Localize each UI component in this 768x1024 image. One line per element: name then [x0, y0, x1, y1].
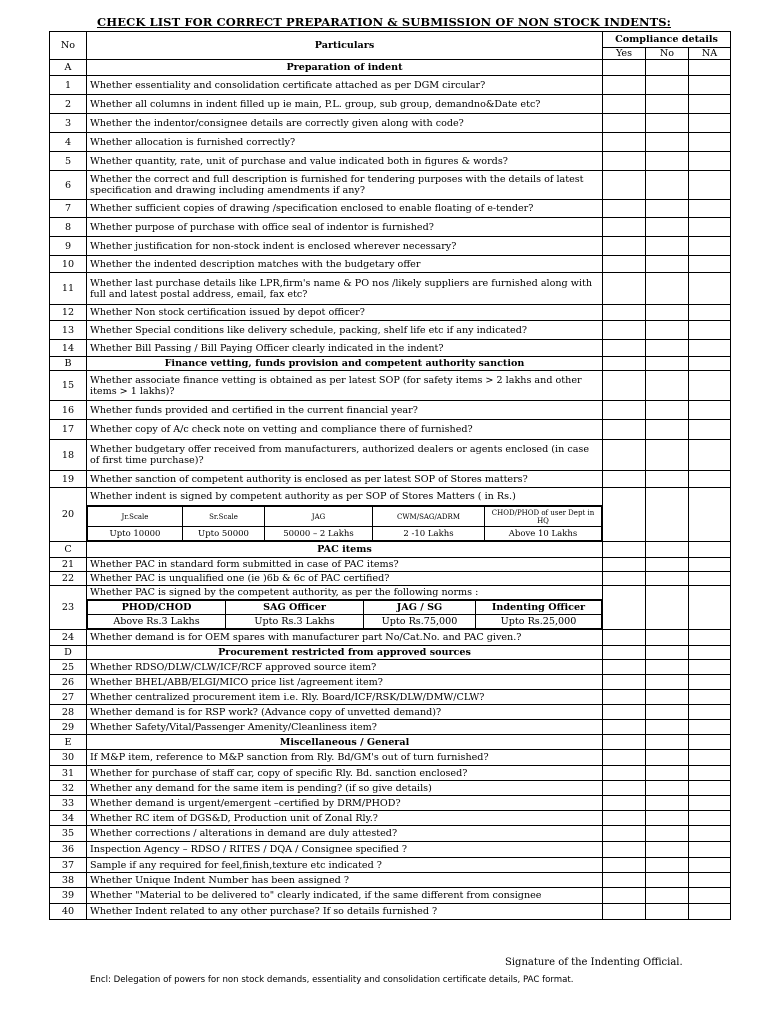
na-cell[interactable]	[689, 273, 731, 305]
checklist-row	[50, 842, 731, 858]
item-number: 2	[50, 95, 87, 114]
no-cell[interactable]	[646, 796, 689, 811]
checklist-row	[50, 586, 731, 600]
no-cell[interactable]	[646, 218, 689, 237]
checklist-row	[50, 558, 731, 572]
no-cell[interactable]	[646, 114, 689, 133]
na-cell[interactable]	[689, 133, 731, 152]
checklist-row	[50, 690, 731, 705]
yes-cell[interactable]	[603, 305, 646, 321]
item-number: 21	[50, 558, 87, 572]
checklist-row	[50, 133, 731, 152]
item-number: 25	[50, 660, 87, 675]
yes-cell[interactable]	[603, 114, 646, 133]
yes-cell[interactable]	[603, 133, 646, 152]
no-cell[interactable]	[646, 720, 689, 735]
item-number: 36	[50, 842, 87, 858]
section-letter: B	[50, 357, 87, 371]
item-text: Whether Bill Passing / Bill Paying Officer clearly indicated in the indent?	[87, 340, 603, 357]
na-cell[interactable]	[689, 572, 731, 586]
na-cell[interactable]	[689, 796, 731, 811]
item-text: Whether PAC in standard form submitted in case of PAC items?	[87, 558, 603, 572]
section-row	[50, 357, 731, 371]
item-number: 32	[50, 781, 87, 796]
sop-value: Above 10 Lakhs	[485, 527, 602, 541]
na-cell[interactable]	[689, 200, 731, 218]
item-text: Whether RDSO/DLW/CLW/ICF/RCF approved source item?	[87, 660, 603, 675]
sop-header: Sr.Scale	[183, 507, 265, 527]
no-cell[interactable]	[646, 340, 689, 357]
no-cell[interactable]	[646, 690, 689, 705]
item-text: Whether for purchase of staff car, copy of specific Rly. Bd. sanction enclosed?	[87, 766, 603, 781]
yes-cell[interactable]	[603, 171, 646, 200]
checklist-row	[50, 76, 731, 95]
no-cell[interactable]	[646, 705, 689, 720]
na-cell[interactable]	[689, 218, 731, 237]
no-cell[interactable]	[646, 95, 689, 114]
yes-cell[interactable]	[603, 720, 646, 735]
yes-cell[interactable]	[603, 766, 646, 781]
checklist-row	[50, 152, 731, 171]
checklist-row	[50, 171, 731, 200]
no-cell[interactable]	[646, 586, 689, 630]
na-cell[interactable]	[689, 440, 731, 471]
section-row	[50, 646, 731, 660]
header-row	[50, 32, 731, 48]
pac-header: SAG Officer	[226, 601, 364, 615]
no-header: No	[50, 32, 87, 60]
section-letter: C	[50, 542, 87, 558]
item-number: 10	[50, 256, 87, 273]
item-text: Whether essentiality and consolidation certificate attached as per DGM circular?	[87, 76, 603, 95]
page-title: CHECK LIST FOR CORRECT PREPARATION & SUBMISSION OF NON STOCK INDENTS:	[96, 15, 672, 29]
na-cell[interactable]	[689, 826, 731, 842]
yes-cell[interactable]	[603, 420, 646, 440]
enclosure-note: Encl: Delegation of powers for non stock demands, essentiality and consolidation certificate details, PAC format.	[90, 975, 574, 985]
checklist-row	[50, 750, 731, 766]
na-cell[interactable]	[689, 488, 731, 542]
item-text: Whether sufficient copies of drawing /specification enclosed to enable floating of e-tender?	[87, 200, 603, 218]
no-cell[interactable]	[646, 766, 689, 781]
yes-cell[interactable]	[603, 340, 646, 357]
no-cell[interactable]	[646, 630, 689, 646]
particulars-header: Particulars	[87, 32, 603, 60]
signature-line: Signature of the Indenting Official.	[505, 957, 683, 968]
item-text: Whether demand is for RSP work? (Advance copy of unvetted demand)?	[87, 705, 603, 720]
yes-cell[interactable]	[603, 750, 646, 766]
item-number: 27	[50, 690, 87, 705]
pac-value: Upto Rs.75,000	[364, 615, 476, 629]
item-number: 18	[50, 440, 87, 471]
item-number: 14	[50, 340, 87, 357]
item-number: 3	[50, 114, 87, 133]
yes-cell[interactable]	[603, 888, 646, 904]
na-cell[interactable]	[689, 305, 731, 321]
no-cell[interactable]	[646, 811, 689, 826]
na-cell[interactable]	[689, 904, 731, 920]
item-text: Whether corrections / alterations in demand are duly attested?	[87, 826, 603, 842]
section-title: Preparation of indent	[87, 60, 603, 76]
na-cell[interactable]	[689, 152, 731, 171]
item-number: 38	[50, 873, 87, 888]
sop-header: CHOD/PHOD of user Dept in HQ	[485, 507, 602, 527]
yes-cell[interactable]	[603, 152, 646, 171]
item-number: 33	[50, 796, 87, 811]
na-cell[interactable]	[689, 471, 731, 488]
no-cell[interactable]	[646, 888, 689, 904]
yes-cell[interactable]	[603, 675, 646, 690]
yes-cell[interactable]	[603, 471, 646, 488]
item-number: 11	[50, 273, 87, 305]
checklist-row	[50, 256, 731, 273]
checklist-row	[50, 811, 731, 826]
item-text: Whether the indented description matches with the budgetary offer	[87, 256, 603, 273]
no-cell[interactable]	[646, 401, 689, 420]
yes-cell[interactable]	[603, 796, 646, 811]
na-cell[interactable]	[689, 720, 731, 735]
checklist-row	[50, 305, 731, 321]
section-letter: D	[50, 646, 87, 660]
item-number: 13	[50, 321, 87, 340]
sop-header: Jr.Scale	[88, 507, 183, 527]
item-text: Whether PAC is signed by the competent authority, as per the following norms :	[87, 586, 603, 600]
item-text: Whether RC item of DGS&D, Production unit of Zonal Rly.?	[87, 811, 603, 826]
na-cell[interactable]	[689, 371, 731, 401]
no-cell[interactable]	[646, 273, 689, 305]
yes-cell[interactable]	[603, 705, 646, 720]
pac-header: PHOD/CHOD	[88, 601, 226, 615]
item-number: 12	[50, 305, 87, 321]
item-text: Whether centralized procurement item i.e. Rly. Board/ICF/RSK/DLW/DMW/CLW?	[87, 690, 603, 705]
no-cell[interactable]	[646, 256, 689, 273]
checklist-row	[50, 471, 731, 488]
yes-cell[interactable]	[603, 440, 646, 471]
pac-authority-table	[87, 600, 602, 629]
item-number: 9	[50, 237, 87, 256]
no-cell[interactable]	[646, 873, 689, 888]
item-number: 19	[50, 471, 87, 488]
checklist-row	[50, 95, 731, 114]
na-cell[interactable]	[689, 630, 731, 646]
item-number: 34	[50, 811, 87, 826]
no-cell[interactable]	[646, 171, 689, 200]
item-number: 39	[50, 888, 87, 904]
checklist-row	[50, 660, 731, 675]
pac-header: JAG / SG	[364, 601, 476, 615]
no-cell[interactable]	[646, 321, 689, 340]
item-number: 6	[50, 171, 87, 200]
checklist-row	[50, 904, 731, 920]
na-cell[interactable]	[689, 321, 731, 340]
no-cell[interactable]	[646, 471, 689, 488]
na-cell[interactable]	[689, 237, 731, 256]
na-cell[interactable]	[689, 766, 731, 781]
yes-cell[interactable]	[603, 218, 646, 237]
no-cell[interactable]	[646, 558, 689, 572]
pac-value: Upto Rs.3 Lakhs	[226, 615, 364, 629]
yes-cell[interactable]	[603, 781, 646, 796]
yes-cell[interactable]	[603, 76, 646, 95]
yes-cell[interactable]	[603, 200, 646, 218]
no-cell[interactable]	[646, 305, 689, 321]
checklist-row	[50, 321, 731, 340]
checklist-row	[50, 488, 731, 506]
section-title: PAC items	[87, 542, 603, 558]
item-number: 16	[50, 401, 87, 420]
no-cell[interactable]	[646, 440, 689, 471]
checklist-row	[50, 420, 731, 440]
yes-cell[interactable]	[603, 95, 646, 114]
item-text: Whether demand is urgent/emergent –certified by DRM/PHOD?	[87, 796, 603, 811]
item-number: 29	[50, 720, 87, 735]
no-cell[interactable]	[646, 76, 689, 95]
checklist-row	[50, 114, 731, 133]
yes-cell[interactable]	[603, 371, 646, 401]
item-number: 37	[50, 858, 87, 873]
item-text: Whether Special conditions like delivery schedule, packing, shelf life etc if any indicated?	[87, 321, 603, 340]
no-cell[interactable]	[646, 904, 689, 920]
item-text: Whether quantity, rate, unit of purchase and value indicated both in figures & words?	[87, 152, 603, 171]
na-cell[interactable]	[689, 781, 731, 796]
item-text: Whether purpose of purchase with office seal of indentor is furnished?	[87, 218, 603, 237]
item-number: 20	[50, 488, 87, 542]
item-text: Inspection Agency – RDSO / RITES / DQA / Consignee specified ?	[87, 842, 603, 858]
yes-cell[interactable]	[603, 858, 646, 873]
item-text: Whether budgetary offer received from manufacturers, authorized dealers or agents enclosed (in case of first time purchase)?	[87, 440, 603, 471]
item-number: 24	[50, 630, 87, 646]
item-text: Whether the correct and full description is furnished for tendering purposes with the details of latest specification and drawing including amendments if any?	[87, 171, 603, 200]
yes-cell[interactable]	[603, 630, 646, 646]
item-number: 23	[50, 586, 87, 630]
item-text: Sample if any required for feel,finish,texture etc indicated ?	[87, 858, 603, 873]
checklist-row	[50, 237, 731, 256]
no-cell[interactable]	[646, 152, 689, 171]
no-cell[interactable]	[646, 200, 689, 218]
checklist-row	[50, 572, 731, 586]
checklist-row	[50, 200, 731, 218]
checklist-row	[50, 273, 731, 305]
item-number: 5	[50, 152, 87, 171]
checklist-row	[50, 705, 731, 720]
na-cell[interactable]	[689, 750, 731, 766]
checklist-row	[50, 630, 731, 646]
checklist-row	[50, 781, 731, 796]
yes-cell[interactable]	[603, 660, 646, 675]
compliance-header: Compliance details	[603, 32, 731, 48]
na-cell[interactable]	[689, 888, 731, 904]
section-letter: A	[50, 60, 87, 76]
checklist-row	[50, 796, 731, 811]
checklist-row	[50, 766, 731, 781]
section-title: Procurement restricted from approved sources	[87, 646, 603, 660]
no-cell[interactable]	[646, 858, 689, 873]
item-text: Whether Safety/Vital/Passenger Amenity/Cleanliness item?	[87, 720, 603, 735]
item-number: 35	[50, 826, 87, 842]
na-cell[interactable]	[689, 675, 731, 690]
checklist-table	[49, 31, 731, 920]
no-cell[interactable]	[646, 420, 689, 440]
item-number: 31	[50, 766, 87, 781]
item-text: Whether "Material to be delivered to" clearly indicated, if the same different from consignee	[87, 888, 603, 904]
item-text: Whether Unique Indent Number has been assigned ?	[87, 873, 603, 888]
checklist-row	[50, 826, 731, 842]
yes-cell[interactable]	[603, 826, 646, 842]
yes-cell[interactable]	[603, 690, 646, 705]
no-cell[interactable]	[646, 675, 689, 690]
na-cell[interactable]	[689, 811, 731, 826]
item-number: 7	[50, 200, 87, 218]
sop-header: CWM/SAG/ADRM	[373, 507, 485, 527]
na-cell[interactable]	[689, 873, 731, 888]
yes-cell[interactable]	[603, 842, 646, 858]
pac-value: Above Rs.3 Lakhs	[88, 615, 226, 629]
no-cell[interactable]	[646, 781, 689, 796]
sop-value: 50000 – 2 Lakhs	[265, 527, 373, 541]
checklist-row	[50, 440, 731, 471]
section-title: Finance vetting, funds provision and competent authority sanction	[87, 357, 603, 371]
yes-cell[interactable]	[603, 237, 646, 256]
na-cell[interactable]	[689, 705, 731, 720]
pac-value: Upto Rs.25,000	[476, 615, 602, 629]
na-cell[interactable]	[689, 76, 731, 95]
na-cell[interactable]	[689, 586, 731, 630]
section-row	[50, 735, 731, 750]
yes-header: Yes	[603, 48, 646, 60]
checklist-row	[50, 873, 731, 888]
yes-cell[interactable]	[603, 572, 646, 586]
section-letter: E	[50, 735, 87, 750]
item-number: 8	[50, 218, 87, 237]
checklist-row	[50, 218, 731, 237]
item-text: If M&P item, reference to M&P sanction from Rly. Bd/GM's out of turn furnished?	[87, 750, 603, 766]
sop-value: 2 -10 Lakhs	[373, 527, 485, 541]
na-cell[interactable]	[689, 420, 731, 440]
yes-cell[interactable]	[603, 256, 646, 273]
na-cell[interactable]	[689, 256, 731, 273]
checklist-row	[50, 675, 731, 690]
checklist-row	[50, 720, 731, 735]
yes-cell[interactable]	[603, 273, 646, 305]
item-text: Whether sanction of competent authority is enclosed as per latest SOP of Stores matters?	[87, 471, 603, 488]
no-col-header: No	[646, 48, 689, 60]
item-number: 40	[50, 904, 87, 920]
yes-cell[interactable]	[603, 904, 646, 920]
item-text: Whether all columns in indent filled up ie main, P.L. group, sub group, demandno&Date etc?	[87, 95, 603, 114]
no-cell[interactable]	[646, 237, 689, 256]
item-text: Whether PAC is unqualified one (ie )6b & 6c of PAC certified?	[87, 572, 603, 586]
yes-cell[interactable]	[603, 811, 646, 826]
item-text: Whether Indent related to any other purchase? If so details furnished ?	[87, 904, 603, 920]
checklist-row	[50, 340, 731, 357]
item-number: 30	[50, 750, 87, 766]
na-cell[interactable]	[689, 660, 731, 675]
no-cell[interactable]	[646, 842, 689, 858]
item-number: 28	[50, 705, 87, 720]
yes-cell[interactable]	[603, 321, 646, 340]
item-text: Whether BHEL/ABB/ELGI/MICO price list /agreement item?	[87, 675, 603, 690]
yes-cell[interactable]	[603, 586, 646, 630]
pac-header: Indenting Officer	[476, 601, 602, 615]
item-number: 26	[50, 675, 87, 690]
item-text: Whether funds provided and certified in the current financial year?	[87, 401, 603, 420]
checklist-row	[50, 888, 731, 904]
item-text: Whether associate finance vetting is obtained as per latest SOP (for safety items > 2 lakhs and other items > 1 lakhs)?	[87, 371, 603, 401]
no-cell[interactable]	[646, 750, 689, 766]
yes-cell[interactable]	[603, 488, 646, 542]
item-text: Whether allocation is furnished correctly?	[87, 133, 603, 152]
item-text: Whether Non stock certification issued by depot officer?	[87, 305, 603, 321]
na-cell[interactable]	[689, 340, 731, 357]
item-number: 1	[50, 76, 87, 95]
sop-authority-table	[87, 506, 602, 541]
sop-value: Upto 10000	[88, 527, 183, 541]
no-cell[interactable]	[646, 572, 689, 586]
sop-value: Upto 50000	[183, 527, 265, 541]
na-cell[interactable]	[689, 858, 731, 873]
yes-cell[interactable]	[603, 873, 646, 888]
no-cell[interactable]	[646, 133, 689, 152]
item-number: 17	[50, 420, 87, 440]
sop-header: JAG	[265, 507, 373, 527]
section-row	[50, 60, 731, 76]
item-text: Whether any demand for the same item is pending? (if so give details)	[87, 781, 603, 796]
item-text: Whether demand is for OEM spares with manufacturer part No/Cat.No. and PAC given.?	[87, 630, 603, 646]
na-cell[interactable]	[689, 401, 731, 420]
yes-cell[interactable]	[603, 558, 646, 572]
na-cell[interactable]	[689, 690, 731, 705]
yes-cell[interactable]	[603, 401, 646, 420]
no-cell[interactable]	[646, 371, 689, 401]
na-cell[interactable]	[689, 114, 731, 133]
no-cell[interactable]	[646, 826, 689, 842]
checklist-row	[50, 858, 731, 873]
section-row	[50, 542, 731, 558]
no-cell[interactable]	[646, 488, 689, 542]
na-header: NA	[689, 48, 731, 60]
na-cell[interactable]	[689, 558, 731, 572]
checklist-row	[50, 371, 731, 401]
item-number: 4	[50, 133, 87, 152]
na-cell[interactable]	[689, 171, 731, 200]
item-text: Whether indent is signed by competent authority as per SOP of Stores Matters ( in Rs.)	[87, 488, 603, 506]
checklist-row	[50, 401, 731, 420]
item-number: 22	[50, 572, 87, 586]
na-cell[interactable]	[689, 95, 731, 114]
item-number: 15	[50, 371, 87, 401]
item-text: Whether the indentor/consignee details are correctly given along with code?	[87, 114, 603, 133]
item-text: Whether copy of A/c check note on vetting and compliance there of furnished?	[87, 420, 603, 440]
item-text: Whether last purchase details like LPR,firm's name & PO nos /likely suppliers are furnished along with full and latest postal address, email, fax etc?	[87, 273, 603, 305]
section-title: Miscellaneous / General	[87, 735, 603, 750]
no-cell[interactable]	[646, 660, 689, 675]
item-text: Whether justification for non-stock indent is enclosed wherever necessary?	[87, 237, 603, 256]
na-cell[interactable]	[689, 842, 731, 858]
